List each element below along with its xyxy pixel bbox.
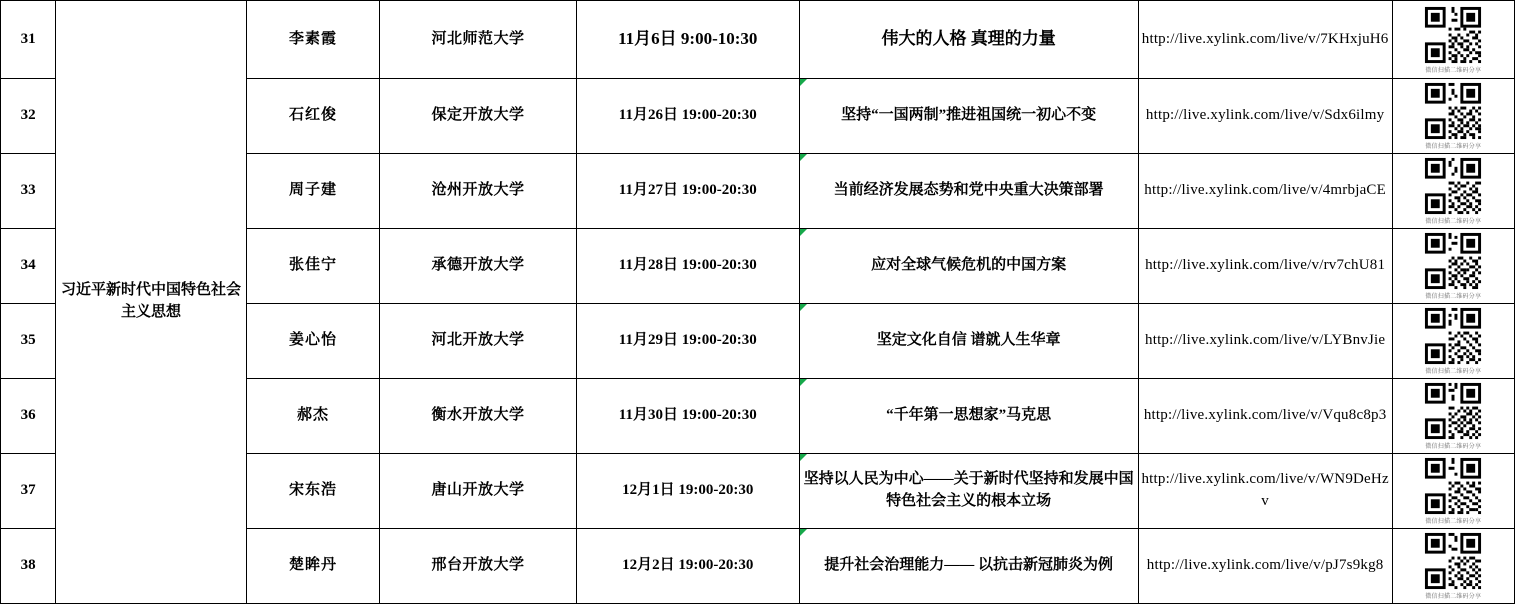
qr-code-wrap [1393,4,1514,76]
comment-marker-icon [800,229,807,236]
row-index: 38 [1,529,56,604]
qr-code-wrap [1393,305,1514,377]
table-row[interactable] [1,1,1515,79]
lecture-title [799,379,1138,454]
lecturer-school: 承德开放大学 [380,229,577,304]
lecture-time: 12月1日 19:00-20:30 [576,454,799,529]
lecturer-school: 唐山开放大学 [380,454,577,529]
lecturer-name: 李素霞 [246,1,379,79]
qr-caption: 微信扫描二维码分享 [1425,219,1482,226]
lecture-title-text: 提升社会治理能力—— 以抗击新冠肺炎为例 [824,557,1114,574]
live-url[interactable]: http://live.xylink.com/live/v/4mrbjaCE [1138,154,1392,229]
qr-code-cell[interactable] [1392,79,1514,154]
qr-caption: 微信扫描二维码分享 [1425,519,1482,526]
live-url[interactable]: http://live.xylink.com/live/v/rv7chU81 [1138,229,1392,304]
lecture-title [799,229,1138,304]
live-url[interactable]: http://live.xylink.com/live/v/pJ7s9kg8 [1138,529,1392,604]
lecture-title-text: 当前经济发展态势和党中央重大决策部署 [833,182,1104,199]
lecture-title-text: 坚持以人民为中心——关于新时代坚持和发展中国特色社会主义的根本立场 [803,471,1134,509]
comment-marker-icon [800,154,807,161]
lecture-time: 11月6日 9:00-10:30 [576,1,799,79]
qr-code-cell[interactable] [1392,304,1514,379]
table-body [1,1,1515,604]
qr-code-wrap [1393,230,1514,302]
row-index: 36 [1,379,56,454]
row-index: 31 [1,1,56,79]
lecture-time: 11月29日 19:00-20:30 [576,304,799,379]
live-url[interactable]: http://live.xylink.com/live/v/Sdx6ilmy [1138,79,1392,154]
lecture-title-text: 应对全球气候危机的中国方案 [871,257,1067,274]
row-index: 37 [1,454,56,529]
qr-caption: 微信扫描二维码分享 [1425,67,1482,74]
qr-code-icon [1422,230,1484,292]
row-index: 32 [1,79,56,154]
lecture-title [799,1,1138,79]
qr-code-wrap [1393,155,1514,227]
lecture-title-text: 伟大的人格 真理的力量 [881,29,1056,49]
qr-code-cell[interactable] [1392,454,1514,529]
theme-cell: 习近平新时代中国特色社会主义思想 [56,1,247,604]
lecture-title-text: 坚持“一国两制”推进祖国统一初心不变 [841,107,1097,124]
lecturer-school: 衡水开放大学 [380,379,577,454]
lecturer-name: 周子建 [246,154,379,229]
lecture-time: 11月30日 19:00-20:30 [576,379,799,454]
live-url[interactable]: http://live.xylink.com/live/v/7KHxjuH6 [1138,1,1392,79]
comment-marker-icon [800,304,807,311]
lecture-title-text: “千年第一思想家”马克思 [886,407,1052,424]
comment-marker-icon [800,379,807,386]
lecture-time: 11月28日 19:00-20:30 [576,229,799,304]
qr-code-wrap [1393,80,1514,152]
lecturer-name: 张佳宁 [246,229,379,304]
lecture-title [799,454,1138,529]
lecture-title [799,304,1138,379]
qr-caption: 微信扫描二维码分享 [1425,369,1482,376]
qr-code-icon [1422,155,1484,217]
qr-code-icon [1422,4,1484,66]
lecture-time: 12月2日 19:00-20:30 [576,529,799,604]
comment-marker-icon [800,79,807,86]
lecture-title [799,79,1138,154]
lecturer-school: 邢台开放大学 [380,529,577,604]
qr-code-wrap [1393,455,1514,527]
qr-caption: 微信扫描二维码分享 [1425,144,1482,151]
qr-code-icon [1422,530,1484,592]
row-index: 33 [1,154,56,229]
lecture-title-text: 坚定文化自信 谱就人生华章 [876,332,1061,349]
lecturer-school: 沧州开放大学 [380,154,577,229]
qr-caption: 微信扫描二维码分享 [1425,594,1482,601]
lecture-time: 11月26日 19:00-20:30 [576,79,799,154]
qr-caption: 微信扫描二维码分享 [1425,444,1482,451]
qr-code-cell[interactable] [1392,379,1514,454]
lecturer-name: 郝杰 [246,379,379,454]
lecturer-school: 保定开放大学 [380,79,577,154]
qr-code-icon [1422,305,1484,367]
comment-marker-icon [800,529,807,536]
qr-code-wrap [1393,380,1514,452]
lecturer-school: 河北开放大学 [380,304,577,379]
row-index: 34 [1,229,56,304]
lecturer-name: 石红俊 [246,79,379,154]
lecturer-school: 河北师范大学 [380,1,577,79]
live-url[interactable]: http://live.xylink.com/live/v/Vqu8c8p3 [1138,379,1392,454]
qr-code-icon [1422,380,1484,442]
lecturer-name: 宋东浩 [246,454,379,529]
row-index: 35 [1,304,56,379]
qr-code-icon [1422,455,1484,517]
qr-code-wrap [1393,530,1514,602]
qr-code-cell[interactable] [1392,229,1514,304]
qr-code-cell[interactable] [1392,154,1514,229]
lecture-title [799,154,1138,229]
lecturer-name: 姜心怡 [246,304,379,379]
live-url[interactable]: http://live.xylink.com/live/v/WN9DeHzv [1138,454,1392,529]
live-url[interactable]: http://live.xylink.com/live/v/LYBnvJie [1138,304,1392,379]
qr-code-cell[interactable] [1392,529,1514,604]
comment-marker-icon [800,454,807,461]
lecturer-name: 楚眸丹 [246,529,379,604]
lecture-title [799,529,1138,604]
qr-code-cell[interactable] [1392,1,1514,79]
lecture-time: 11月27日 19:00-20:30 [576,154,799,229]
qr-code-icon [1422,80,1484,142]
qr-caption: 微信扫描二维码分享 [1425,294,1482,301]
